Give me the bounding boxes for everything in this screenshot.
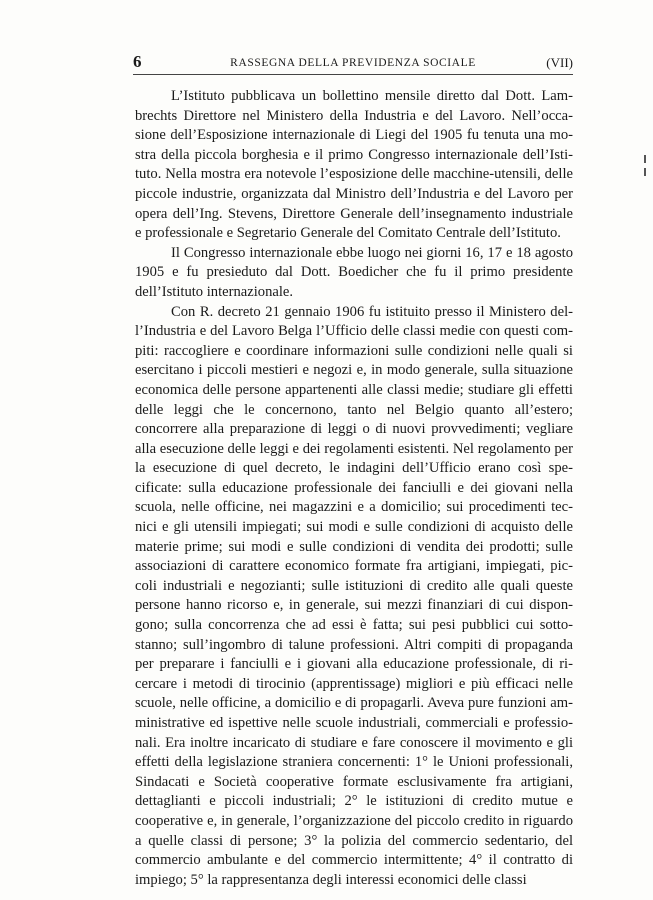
page-number: 6	[133, 52, 142, 71]
margin-scan-marks	[640, 150, 650, 190]
paragraph-decreto-1906: Con R. decreto 21 gennaio 1906 fu istituito presso il Ministero dell’Industria e del Lavoro Belga l’Ufficio delle classi medie con questi compiti: raccogliere e coordinare informazioni sulle condizioni nelle quali si esercitano i piccoli mestieri e negozi e, in modo generale, sulla situazione economica delle persone appartenenti alle classi medie; studiare gli effetti delle leggi che le concernono, tanto nel Belgio quanto all’estero; concorrere alla preparazione di leggi o di nuovi provvedimenti; vegliare alla esecuzione delle leggi e dei regolamenti esistenti. Nel regolamento per la esecuzione di quel decreto, le indagini dell’Ufficio erano così specificate: sulla educazione professionale dei fanciulli e dei giovani nella scuola, nelle officine, nei magazzini e a domicilio; sui procedimenti tecnici e gli utensili impiegati; sui modi e sulle condizioni di acquisto delle materie prime; sui modi e sulle condizioni di vendita dei prodotti; sulle associazioni di carattere economico formate fra artigiani, impiegati, piccoli industriali e negozianti; sulle istituzioni di credito alle quali queste persone hanno ricorso e, in generale, sui mezzi finanziari di cui dispongono; sulla concorrenza che ad essi è fatta; sui pesi pubblici cui sottostanno; sull’ingombro di talune professioni. Altri compiti di propaganda per preparare i fanciulli e i giovani alla educazione professionale, di ricercare i metodi di tirocinio (apprentissage) migliori e più efficaci nelle scuole, nelle officine, a domicilio e di propagarli. Aveva pure funzioni amministrative ed ispettive nelle scuole industriali, commerciali e professionali. Era inoltre incaricato di studiare e fare conoscere il movimento e gli effetti della legislazione straniera concernenti: 1° le Unioni professionali, Sindacati e Società cooperative formate esclusivamente fra artigiani, dettaglianti e piccoli industriali; 2° le istituzioni di credito mutue e cooperative e, in generale, l’organizzazione del piccolo credito in riguardo a quelle classi di persone; 3° la polizia del commercio sedentario, del commercio ambulante e del commercio intermittente; 4° il contratto di impiego; 5° la rappresentanza degli interessi economici delle classi	[135, 303, 573, 888]
paragraph-istituto-bollettino: L’Istituto pubblicava un bollettino mensile diretto dal Dott. Lambrechts Direttore nel Ministero della Industria e del Lavoro. Nell’occasione dell’Esposizione internazionale di Liegi del 1905 fu tenuta una mostra della piccola borghesia e il primo Congresso internazionale dell’Istituto. Nella mostra era notevole l’esposizione delle macchine-utensili, delle piccole industrie, organizzata dal Ministro dell’Industria e del Lavoro per opera dell’Ing. Stevens, Direttore Generale dell’insegnamento industriale e professionale e Segretario Generale del Comitato Centrale dell’Istituto.	[135, 88, 573, 242]
running-head	[133, 52, 573, 76]
article-body	[135, 87, 573, 890]
margin-mark	[644, 155, 646, 163]
header-rule	[133, 74, 573, 75]
margin-mark	[644, 168, 646, 176]
section-number: (VII)	[546, 55, 573, 70]
paragraph-congresso: Il Congresso internazionale ebbe luogo nei giorni 16, 17 e 18 agosto 1905 e fu presieduto dal Dott. Boedicher che fu il primo presidente dell’Istituto internazionale.	[135, 244, 573, 300]
journal-title: RASSEGNA DELLA PREVIDENZA SOCIALE	[230, 57, 476, 69]
